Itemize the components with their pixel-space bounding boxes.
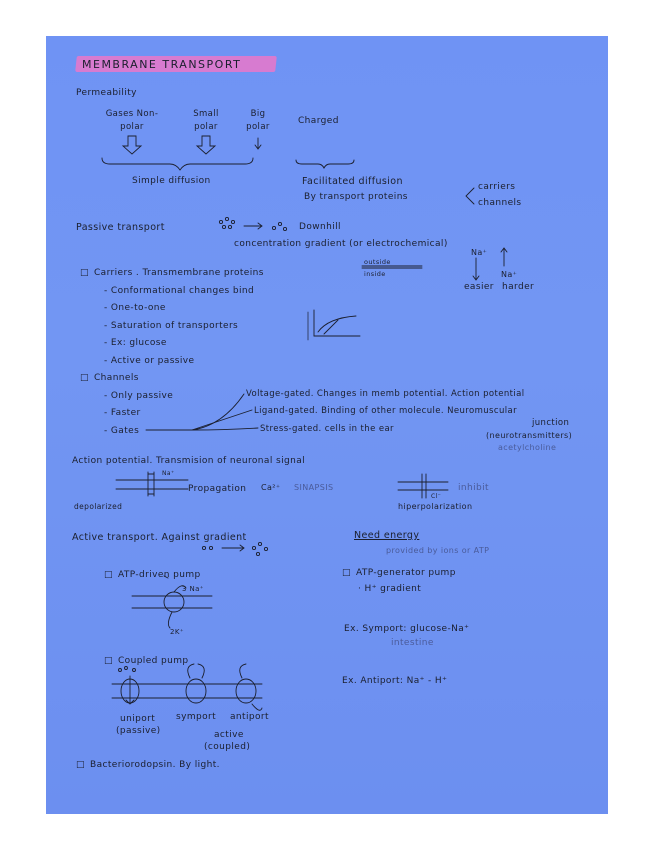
carrier-item-4: - Ex: glucose	[104, 338, 167, 348]
ca-label: Ca²⁺	[261, 483, 281, 492]
channel-item-3: - Gates	[104, 426, 140, 436]
active-transport-heading: Active transport. Against gradient	[72, 532, 247, 543]
down-arrow-gases	[123, 136, 141, 154]
gradient-label: concentration gradient (or electrochemical)	[234, 239, 448, 249]
gates-branches	[146, 394, 258, 430]
saturation-graph	[308, 310, 360, 340]
stress-gated-label: Stress-gated. cells in the ear	[260, 424, 394, 434]
down-arrow-small-polar	[197, 136, 215, 154]
na-down-arrow	[473, 258, 479, 280]
coupled-pump-label: Coupled pump	[118, 656, 189, 666]
need-energy-label: Need energy	[354, 530, 420, 541]
active-label: active	[214, 730, 244, 740]
active-arrow	[222, 545, 244, 551]
action-potential-heading: Action potential. Transmision of neuronal signal	[72, 456, 306, 466]
perm-col-big-polar: Big polar	[246, 109, 270, 132]
channel-item-1: - Only passive	[104, 391, 174, 401]
antiport-example: Ex. Antiport: Na⁺ - H⁺	[342, 676, 448, 686]
na-up-arrow	[501, 248, 507, 266]
carrier-item-2: - One-to-one	[104, 303, 166, 313]
na-ap-label: Na⁺	[162, 470, 175, 477]
carrier-item-1: - Conformational changes bind	[104, 286, 255, 296]
carrier-item-5: - Active or passive	[104, 356, 195, 366]
pump-marker	[164, 576, 168, 578]
atp-generator-label: ATP-generator pump	[356, 568, 456, 578]
na-label-right: Na⁺	[501, 270, 518, 279]
active-dots-left	[202, 546, 212, 549]
notebook-page	[46, 36, 608, 814]
symport-example: Ex. Symport: glucose-Na⁺	[344, 624, 470, 634]
na-label-top: Na⁺	[471, 248, 488, 257]
provided-label: provided by ions or ATP	[386, 546, 490, 555]
brace-facilitated	[296, 160, 354, 168]
inside-label: inside	[364, 270, 386, 278]
2k-label: 2K⁺	[170, 628, 184, 636]
passive-arrow	[244, 223, 262, 229]
atp-generator-checkbox: □	[342, 568, 351, 578]
hiperpolarization-label: hiperpolarization	[398, 502, 473, 511]
ap-membrane-sketch	[116, 472, 188, 496]
outside-label: outside	[364, 258, 391, 266]
atp-pump-checkbox: □	[104, 570, 113, 580]
coupled-pump-sketch	[112, 664, 262, 710]
facilitated-diffusion-label: Facilitated diffusion	[302, 176, 403, 187]
atp-pump-sketch	[132, 586, 212, 628]
channels-checkbox: □	[80, 373, 89, 383]
h-gradient-label: · H⁺ gradient	[358, 584, 422, 594]
bracket-carriers-channels	[466, 188, 474, 204]
carriers-branch-label: carriers	[478, 182, 516, 192]
passive-transport-heading: Passive transport	[76, 222, 165, 233]
inhibit-label: inhibit	[458, 483, 489, 493]
atp-driven-pump-label: ATP-driven pump	[118, 570, 201, 580]
perm-col-small-polar: Small polar	[193, 109, 219, 132]
passive-dots-right	[272, 222, 286, 230]
membrane-mini	[362, 266, 422, 268]
channels-heading: Channels	[94, 373, 139, 383]
channel-item-2: - Faster	[104, 408, 141, 418]
acetylcholine-label: acetylcholine	[498, 443, 557, 452]
3na-label: 3 Na⁺	[182, 585, 204, 593]
channels-branch-label: channels	[478, 198, 522, 208]
small-arrow-big-polar	[255, 138, 261, 149]
propagation-label: Propagation	[188, 484, 247, 494]
easier-label: easier	[464, 282, 494, 292]
carrier-item-3: - Saturation of transporters	[104, 321, 239, 331]
coupled-paren-label: (coupled)	[204, 742, 251, 752]
voltage-gated-label: Voltage-gated. Changes in memb potential. Action potential	[246, 389, 525, 399]
bacterio-checkbox: □	[76, 760, 85, 770]
harder-label: harder	[502, 282, 535, 292]
sketch-layer	[46, 36, 608, 814]
brace-simple-diffusion	[102, 158, 253, 170]
active-dots-right	[252, 542, 267, 555]
symport-label: symport	[176, 712, 217, 722]
uniport-label: uniport	[120, 714, 156, 724]
perm-col-gases: Gases Non-polar	[105, 109, 159, 132]
downhill-label: Downhill	[299, 222, 341, 232]
cl-label: Cl⁻	[431, 493, 442, 500]
ligand-gated-label: Ligand-gated. Binding of other molecule. Neuromuscular	[254, 406, 518, 416]
coupled-checkbox: □	[104, 656, 113, 666]
passive-label: (passive)	[116, 726, 161, 736]
inhibit-channel-sketch	[398, 474, 448, 498]
passive-dots-left	[219, 217, 234, 228]
perm-col-charged: Charged	[298, 116, 339, 126]
bacteriorodopsin-label: Bacteriorodopsin. By light.	[90, 760, 220, 770]
transport-proteins-label: By transport proteins	[304, 192, 408, 202]
intestine-label: intestine	[391, 638, 434, 648]
antiport-label: antiport	[230, 712, 269, 722]
simple-diffusion-label: Simple diffusion	[132, 176, 211, 186]
permeability-heading: Permeability	[76, 88, 137, 98]
carriers-checkbox: □	[80, 268, 89, 278]
neurotransmitters-label: (neurotransmitters)	[486, 431, 573, 440]
synapsis-label: SINAPSIS	[294, 483, 334, 492]
page-title: MEMBRANE TRANSPORT	[82, 58, 242, 71]
junction-label: junction	[532, 418, 570, 428]
carriers-heading: Carriers . Transmembrane proteins	[94, 268, 264, 278]
depolarized-label: depolarized	[74, 502, 123, 511]
